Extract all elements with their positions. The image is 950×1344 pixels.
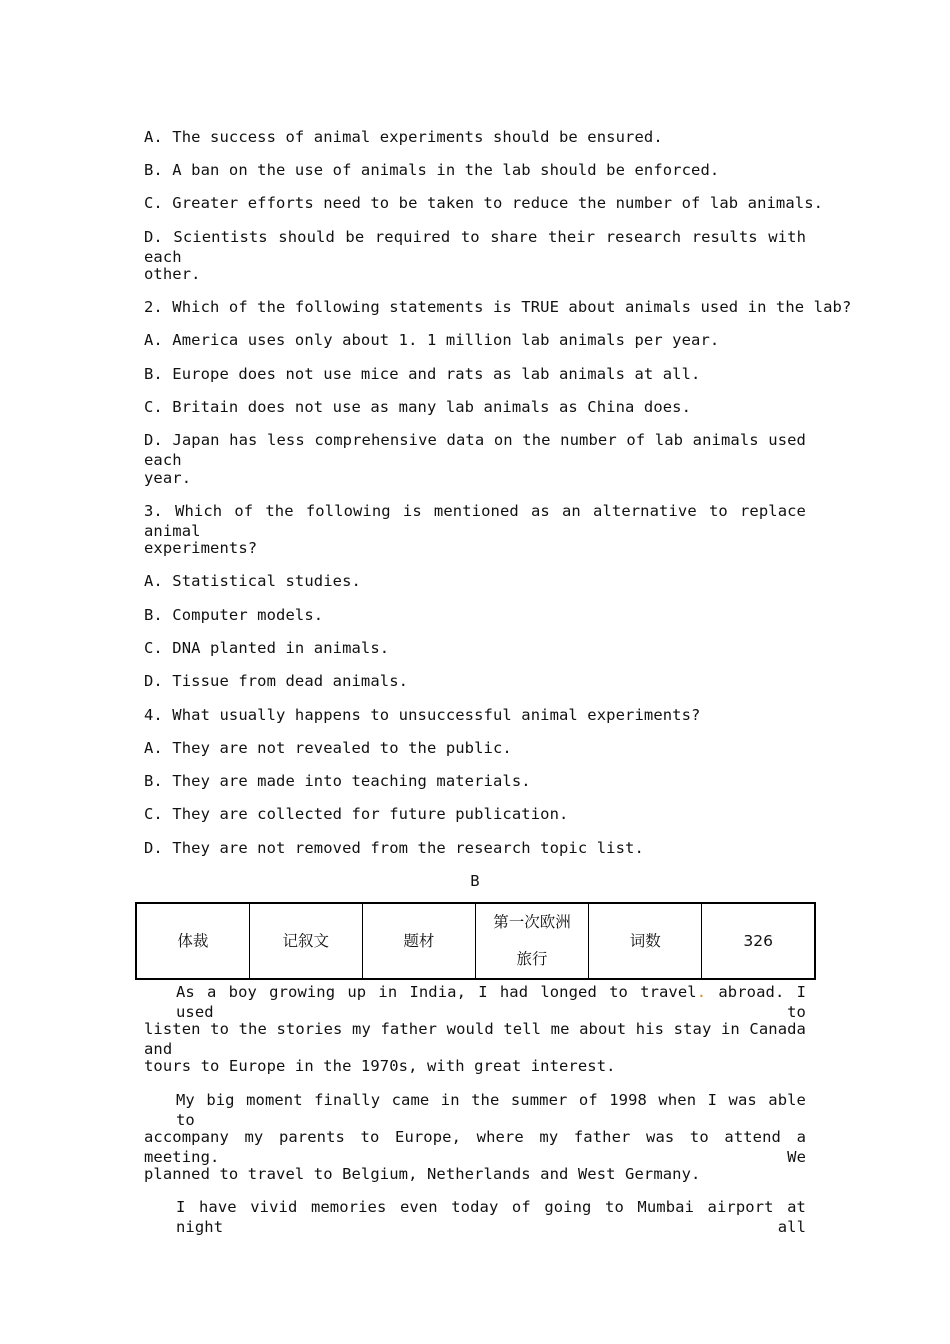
q1-option-a: A. The success of animal experiments should be ensured. xyxy=(144,128,663,146)
q4-question: 4. What usually happens to unsuccessful animal experiments? xyxy=(144,706,701,724)
q2-option-a: A. America uses only about 1. 1 million lab animals per year. xyxy=(144,331,720,349)
topic-label: 题材 xyxy=(362,903,475,979)
topic-value-line2: 旅行 xyxy=(516,950,548,968)
passage-p2-line2: accompany my parents to Europe, where my father was to attend a meeting. We xyxy=(144,1128,806,1166)
topic-value xyxy=(475,903,588,979)
q3-option-b: B. Computer models. xyxy=(144,606,324,624)
q1-option-c: C. Greater efforts need to be taken to reduce the number of lab animals. xyxy=(144,194,824,212)
passage-p3-line1: I have vivid memories even today of going to Mumbai airport at night all xyxy=(176,1198,806,1236)
q4-option-d: D. They are not removed from the research topic list. xyxy=(144,839,644,857)
section-b-heading: B xyxy=(470,872,480,890)
passage-p2-line3: planned to travel to Belgium, Netherlands and West Germany. xyxy=(144,1165,701,1183)
wordcount-label: 词数 xyxy=(589,903,702,979)
q2-option-b: B. Europe does not use mice and rats as lab animals at all. xyxy=(144,365,701,383)
wordcount-value: 326 xyxy=(702,903,815,979)
topic-value-line1: 第一次欧洲 xyxy=(493,913,571,931)
q2-option-c: C. Britain does not use as many lab animals as China does. xyxy=(144,398,692,416)
genre-value: 记叙文 xyxy=(249,903,362,979)
passage-p1-line3: tours to Europe in the 1970s, with great interest. xyxy=(144,1057,616,1075)
passage-p1-line1-b: abroad. I used to xyxy=(176,983,806,1021)
q3-question: 3. Which of the following is mentioned as an alternative to replace animal xyxy=(144,502,806,540)
q1-option-d: D. Scientists should be required to share their research results with each xyxy=(144,228,806,266)
q2-option-d-cont: year. xyxy=(144,469,192,487)
q1-option-d-cont: other. xyxy=(144,265,201,283)
genre-label: 体裁 xyxy=(136,903,249,979)
passage-p1-line2: listen to the stories my father would tell me about his stay in Canada and xyxy=(144,1020,806,1058)
q2-option-d: D. Japan has less comprehensive data on the number of lab animals used each xyxy=(144,431,806,469)
q3-question-cont: experiments? xyxy=(144,539,258,557)
passage-p1-line1-a: As a boy growing up in India, I had longed to travel xyxy=(176,983,697,1001)
q3-option-c: C. DNA planted in animals. xyxy=(144,639,390,657)
q4-option-a: A. They are not revealed to the public. xyxy=(144,739,512,757)
q1-option-b: B. A ban on the use of animals in the lab should be enforced. xyxy=(144,161,720,179)
passage-p2-line1: My big moment finally came in the summer of 1998 when I was able to xyxy=(176,1091,806,1129)
passage-p1-line1 xyxy=(176,982,806,1022)
passage-info-table xyxy=(135,902,816,980)
q4-option-b: B. They are made into teaching materials. xyxy=(144,772,531,790)
q3-option-d: D. Tissue from dead animals. xyxy=(144,672,409,690)
orange-dot-mark: . xyxy=(696,983,707,1001)
q2-question: 2. Which of the following statements is TRUE about animals used in the lab? xyxy=(144,298,852,316)
q4-option-c: C. They are collected for future publication. xyxy=(144,805,569,823)
q3-option-a: A. Statistical studies. xyxy=(144,572,361,590)
